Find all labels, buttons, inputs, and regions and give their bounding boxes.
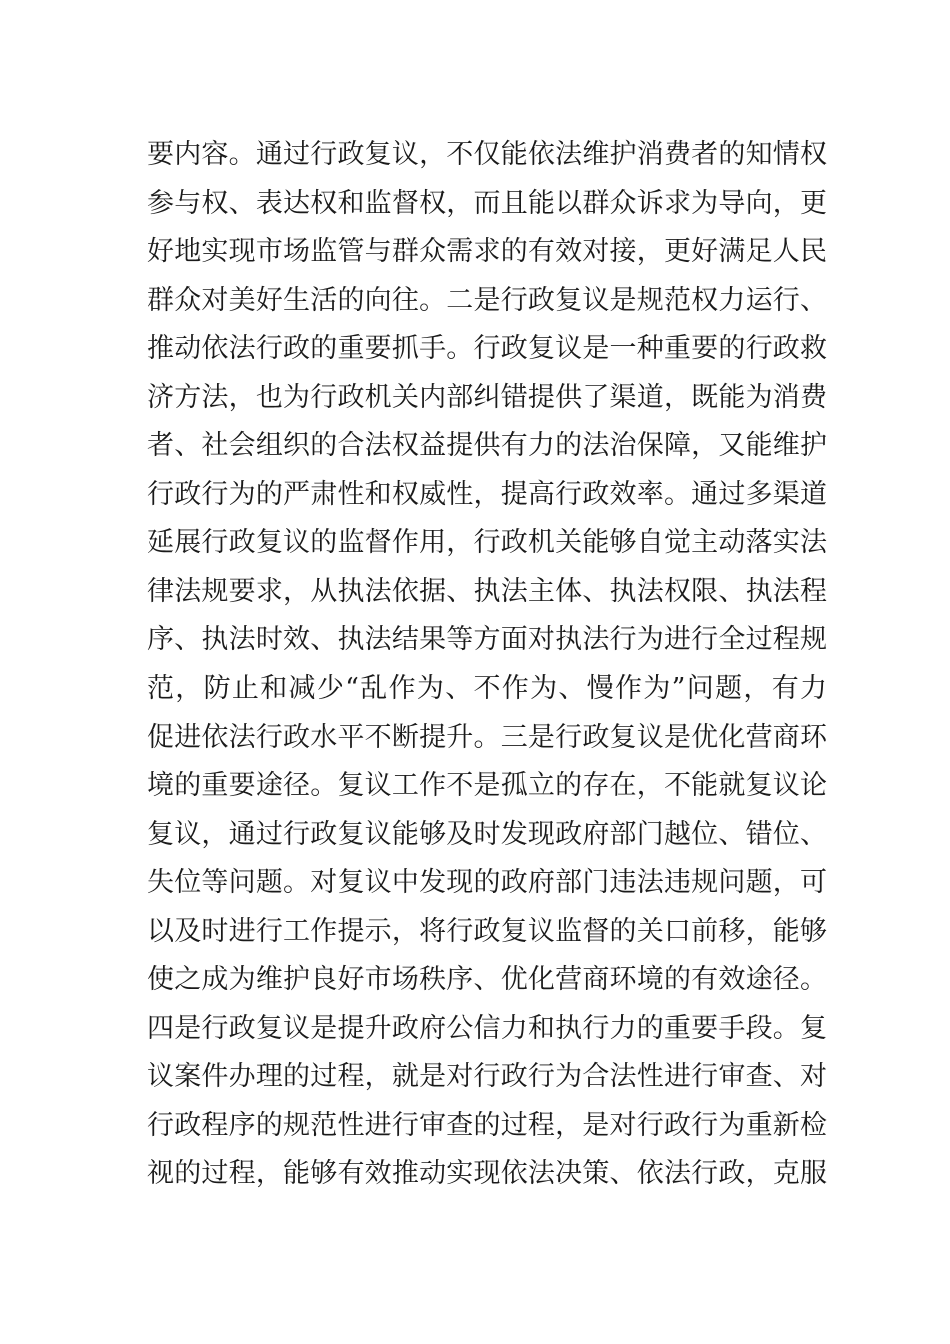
text-line: 失位等问题。对复议中发现的政府部门违法违规问题，可 [147,867,827,899]
text-line: 复议，通过行政复议能够及时发现政府部门越位、错位、 [147,818,827,850]
text-line: 推动依法行政的重要抓手。行政复议是一种重要的行政救 [147,333,827,365]
text-line: 使之成为维护良好市场秩序、优化营商环境的有效途径。 [147,964,827,996]
text-line: 促进依法行政水平不断提升。三是行政复议是优化营商环 [147,721,827,753]
text-line: 行政程序的规范性进行审查的过程，是对行政行为重新检 [147,1109,827,1141]
text-line: 境的重要途径。复议工作不是孤立的存在，不能就复议论 [147,770,827,802]
text-line: 群众对美好生活的向往。二是行政复议是规范权力运行、 [147,284,827,316]
text-line: 议案件办理的过程，就是对行政行为合法性进行审查、对 [147,1061,827,1093]
text-line: 好地实现市场监管与群众需求的有效对接，更好满足人民 [147,236,827,268]
text-line: 延展行政复议的监督作用，行政机关能够自觉主动落实法 [147,527,827,559]
text-line: 四是行政复议是提升政府公信力和执行力的重要手段。复 [147,1012,827,1044]
text-line: 序、执法时效、执法结果等方面对执法行为进行全过程规 [147,624,827,656]
text-line: 视的过程，能够有效推动实现依法决策、依法行政，克服 [147,1158,827,1190]
text-line: 行政行为的严肃性和权威性，提高行政效率。通过多渠道 [147,478,827,510]
text-line: 要内容。通过行政复议，不仅能依法维护消费者的知情权 [147,139,827,170]
body-text [147,131,827,1199]
text-line: 以及时进行工作提示，将行政复议监督的关口前移，能够 [147,915,827,947]
text-line: 律法规要求，从执法依据、执法主体、执法权限、执法程 [147,575,827,607]
text-line: 济方法，也为行政机关内部纠错提供了渠道，既能为消费 [147,381,827,413]
text-line: 者、社会组织的合法权益提供有力的法治保障，又能维护 [147,430,827,462]
text-line: 范，防止和减少“乱作为、不作为、慢作为”问题，有力 [147,673,827,705]
text-line: 参与权、表达权和监督权，而且能以群众诉求为导向，更 [147,187,827,219]
